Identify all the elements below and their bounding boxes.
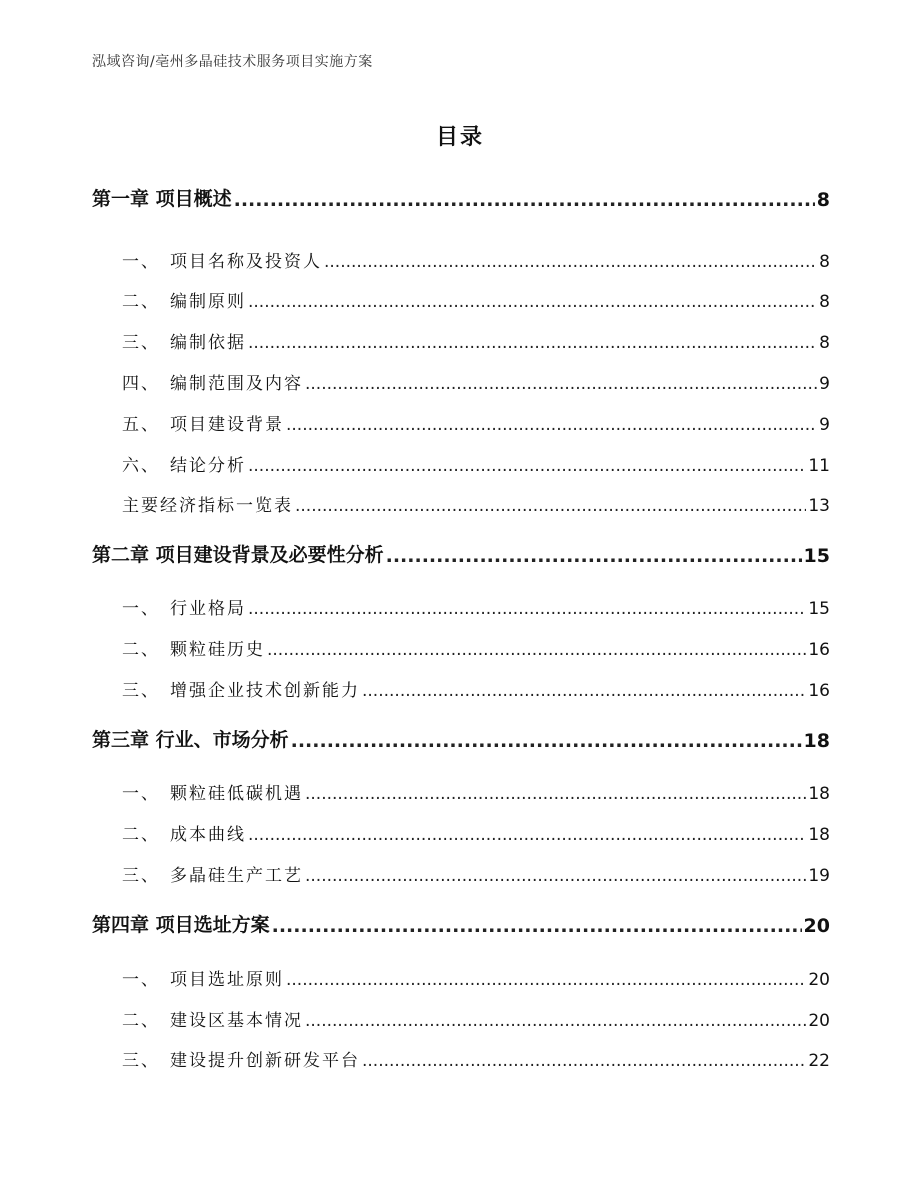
toc-leader-dots	[362, 681, 806, 701]
toc-section-3-2[interactable]	[92, 820, 830, 845]
toc-leader-dots	[272, 915, 802, 937]
toc-section-4-3[interactable]	[92, 1046, 830, 1071]
toc-entry-label: 结论分析	[170, 456, 246, 476]
toc-leader-dots	[362, 1051, 806, 1071]
toc-entry-number: 一、	[122, 252, 160, 272]
toc-page-number: 8	[819, 292, 830, 312]
toc-section-2-1[interactable]	[92, 594, 830, 619]
toc-section-4-1[interactable]	[92, 965, 830, 990]
toc-section-3-1[interactable]	[92, 779, 830, 804]
toc-leader-dots	[248, 456, 806, 476]
toc-page-number: 13	[808, 496, 830, 516]
toc-chapter-2[interactable]	[92, 540, 830, 567]
toc-section-1-1[interactable]	[92, 247, 830, 272]
toc-entry-label: 颗粒硅历史	[170, 640, 265, 660]
toc-section-1-2[interactable]	[92, 287, 830, 312]
toc-entry-number: 五、	[122, 415, 160, 435]
toc-leader-dots	[248, 825, 806, 845]
toc-entry-number: 一、	[122, 970, 160, 990]
toc-section-4-2[interactable]	[92, 1006, 830, 1031]
toc-entry-label: 第四章 项目选址方案	[92, 914, 270, 936]
toc-entry-number: 二、	[122, 1011, 160, 1031]
toc-entry-label: 建设提升创新研发平台	[170, 1051, 360, 1071]
toc-page-number: 16	[808, 681, 830, 701]
toc-entry-label: 编制原则	[170, 292, 246, 312]
toc-page-number: 20	[808, 970, 830, 990]
toc-page-number: 19	[808, 866, 830, 886]
toc-entry-label: 项目建设背景	[170, 415, 284, 435]
toc-leader-dots	[291, 730, 802, 752]
toc-entry-number: 六、	[122, 456, 160, 476]
toc-leader-dots	[305, 784, 806, 804]
toc-page-number: 18	[808, 825, 830, 845]
toc-chapter-4[interactable]	[92, 910, 830, 937]
toc-entry-label: 行业格局	[170, 599, 246, 619]
toc-entry-label: 成本曲线	[170, 825, 246, 845]
toc-page-number: 20	[803, 915, 830, 937]
toc-entry-label: 编制依据	[170, 333, 246, 353]
toc-leader-dots	[286, 970, 806, 990]
toc-entry-label: 多晶硅生产工艺	[170, 866, 303, 886]
toc-entry-label: 主要经济指标一览表	[122, 496, 293, 516]
toc-page-number: 16	[808, 640, 830, 660]
toc-page-number: 18	[803, 730, 830, 752]
toc-chapter-1[interactable]	[92, 184, 830, 211]
toc-entry-number: 一、	[122, 784, 160, 804]
toc-leader-dots	[386, 545, 802, 567]
toc-leader-dots	[234, 189, 815, 211]
toc-leader-dots	[248, 599, 806, 619]
toc-page-number: 15	[803, 545, 830, 567]
toc-section-2-3[interactable]	[92, 676, 830, 701]
toc-entry-number: 四、	[122, 374, 160, 394]
toc-page-number: 8	[819, 333, 830, 353]
toc-entry-label: 项目选址原则	[170, 970, 284, 990]
toc-leader-dots	[324, 252, 817, 272]
toc-chapter-3[interactable]	[92, 725, 830, 752]
toc-section-2-2[interactable]	[92, 635, 830, 660]
toc-entry-number: 二、	[122, 292, 160, 312]
toc-leader-dots	[295, 496, 806, 516]
toc-entry-label: 第一章 项目概述	[92, 188, 232, 210]
toc-entry-label: 项目名称及投资人	[170, 252, 322, 272]
toc-entry-label: 建设区基本情况	[170, 1011, 303, 1031]
toc-leader-dots	[305, 1011, 806, 1031]
toc-entry-number: 三、	[122, 1051, 160, 1071]
toc-page-number: 15	[808, 599, 830, 619]
toc-entry-number: 三、	[122, 866, 160, 886]
toc-page-number: 11	[808, 456, 830, 476]
toc-entry-number: 一、	[122, 599, 160, 619]
toc-entry-label: 增强企业技术创新能力	[170, 681, 360, 701]
toc-entry-label: 颗粒硅低碳机遇	[170, 784, 303, 804]
toc-page-number: 8	[819, 252, 830, 272]
toc-section-1-5[interactable]	[92, 410, 830, 435]
toc-entry-label: 第三章 行业、市场分析	[92, 729, 289, 751]
toc-entry-number: 二、	[122, 825, 160, 845]
toc-page-number: 9	[819, 415, 830, 435]
toc-page-number: 20	[808, 1011, 830, 1031]
toc-section-1-6[interactable]	[92, 451, 830, 476]
toc-leader-dots	[305, 374, 817, 394]
toc-page-number: 18	[808, 784, 830, 804]
toc-leader-dots	[305, 866, 806, 886]
toc-leader-dots	[248, 292, 817, 312]
toc-leader-dots	[248, 333, 817, 353]
running-header: 泓域咨询/亳州多晶硅技术服务项目实施方案	[92, 54, 373, 70]
toc-section-3-3[interactable]	[92, 861, 830, 886]
toc-section-1-4[interactable]	[92, 369, 830, 394]
toc-entry-label: 第二章 项目建设背景及必要性分析	[92, 544, 384, 566]
toc-entry-number: 三、	[122, 681, 160, 701]
toc-entry-number: 三、	[122, 333, 160, 353]
toc-section-1-7[interactable]	[92, 491, 830, 516]
toc-entry-label: 编制范围及内容	[170, 374, 303, 394]
toc-title: 目录	[435, 125, 484, 150]
toc-page-number: 8	[816, 189, 830, 211]
toc-leader-dots	[267, 640, 806, 660]
toc-page-number: 9	[819, 374, 830, 394]
toc-page-number: 22	[808, 1051, 830, 1071]
toc-section-1-3[interactable]	[92, 328, 830, 353]
toc-entry-number: 二、	[122, 640, 160, 660]
toc-leader-dots	[286, 415, 817, 435]
